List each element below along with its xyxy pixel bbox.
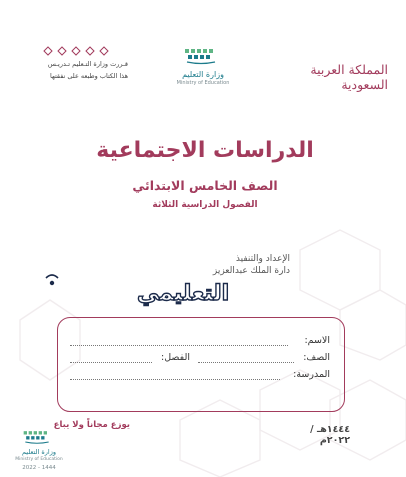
footer-ministry-english-name: Ministry of Education [15, 457, 63, 462]
footer-edition-years: 2022 - 1444 [22, 465, 56, 471]
ministry-arabic-name: وزارة التعليم [182, 70, 224, 79]
name-label: الاسم: [304, 335, 330, 346]
grade-level: الصف الخامس الابتدائي [132, 178, 278, 193]
ministry-logo-icon [183, 47, 219, 65]
footer-ministry-logo-icon [22, 429, 52, 445]
prepared-by-label: الإعداد والتنفيذ [235, 254, 290, 264]
edition-year: ١٤٤٤هـ / ٢٠٢٢م [310, 424, 350, 446]
watermark-logo-icon [32, 270, 230, 310]
watermark-text: التعليمي [137, 281, 230, 306]
name-row [70, 335, 330, 349]
grade-field[interactable] [198, 362, 294, 363]
kingdom-name: المملكة العربية السعودية [310, 62, 388, 92]
semesters-label: الفصول الدراسية الثلاثة [152, 200, 258, 210]
footer-ministry-arabic-name: وزارة التعليم [21, 448, 57, 456]
grade-class-row [70, 352, 330, 366]
approval-statement-line1: قـررت وزارة التـعليم تـدريـس [47, 60, 128, 68]
class-label: الفصل: [161, 352, 190, 363]
approval-statement-line2: هذا الكتاب وطبعه على نفقتها [49, 72, 128, 80]
free-distribution-label: يوزع مجاناً ولا يباع [53, 420, 130, 430]
grade-label: الصف: [303, 352, 330, 363]
school-field[interactable] [70, 379, 280, 380]
ministry-english-name: Ministry of Education [176, 80, 230, 86]
book-title: الدراسات الاجتماعية [96, 138, 314, 163]
diamond-ornament-icon [42, 46, 114, 56]
publisher-name: دارة الملك عبدالعزيز [212, 266, 290, 276]
school-row [70, 369, 330, 383]
school-label: المدرسة: [293, 369, 330, 380]
class-field[interactable] [70, 362, 152, 363]
name-field[interactable] [70, 345, 288, 346]
